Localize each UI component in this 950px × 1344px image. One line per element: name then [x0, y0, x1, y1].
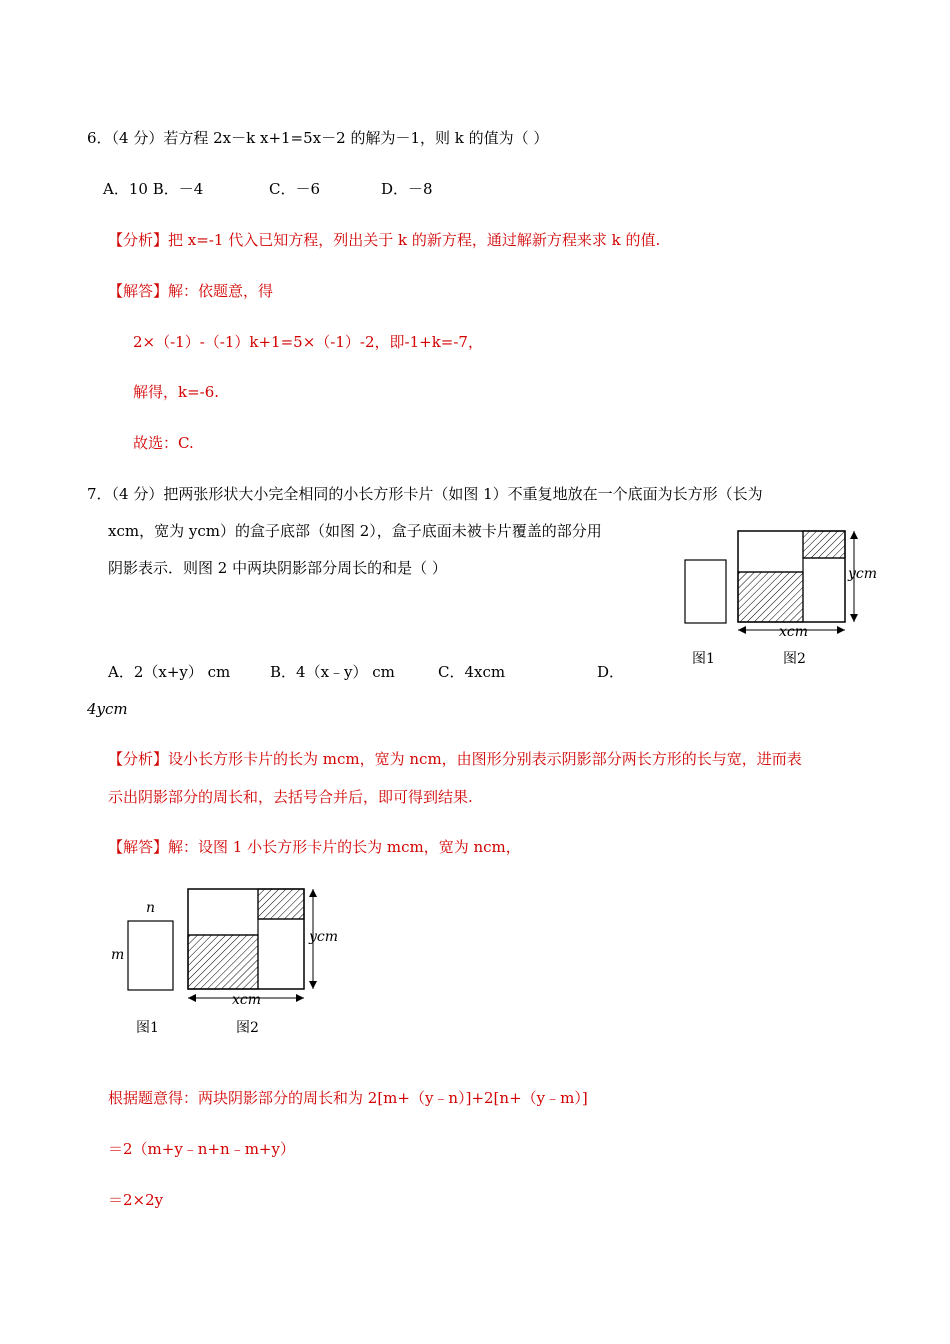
- q6-stem: 6．（4 分）若方程 2x－k x+1=5x－2 的解为－1，则 k 的值为（ ）: [87, 129, 549, 147]
- q6-answer-tag: 【解答】: [108, 282, 169, 300]
- q7-answer: [108, 837, 521, 857]
- q6-option-d: D．－8: [381, 180, 433, 198]
- fig-top-caption-2: 图2: [783, 651, 806, 667]
- q7-option-b: B．4（x﹣y） cm: [270, 663, 395, 681]
- fig-bottom-caption-2: 图2: [236, 1020, 259, 1036]
- q6-answer: [108, 281, 273, 301]
- q7-calc2: ＝2（m+y﹣n+n﹣m+y）: [108, 1140, 295, 1158]
- q7-analysis-line2: 示出阴影部分的周长和，去括号合并后，即可得到结果.: [108, 788, 473, 806]
- q7-figure-top: [680, 526, 880, 666]
- shade-bottom-left-bottom: [188, 935, 258, 989]
- q7-option-d-value: 4ycm: [87, 700, 128, 718]
- fig1-card-bottom: [128, 921, 173, 990]
- q6-analysis: [108, 230, 660, 250]
- q6-step1: 2×（-1）-（-1）k+1=5×（-1）-2，即-1+k=-7，: [133, 333, 483, 351]
- fig-bottom-card-height: m: [111, 947, 125, 963]
- fig-top-caption-1: 图1: [692, 651, 715, 667]
- q7-option-c: C．4xcm: [438, 663, 506, 681]
- q7-answer-intro: 解：设图 1 小长方形卡片的长为 mcm，宽为 ncm，: [168, 838, 521, 856]
- fig-bottom-width-label: xcm: [232, 992, 262, 1008]
- q7-stem-line1: 7．（4 分）把两张形状大小完全相同的小长方形卡片（如图 1）不重复地放在一个底面为长方形（长为: [87, 485, 763, 503]
- q7-option-a: A．2（x+y） cm: [108, 663, 231, 681]
- q6-analysis-text: 把 x=-1 代入已知方程，列出关于 k 的新方程，通过解新方程来求 k 的值.: [168, 231, 661, 249]
- fig-bottom-caption-1: 图1: [136, 1020, 159, 1036]
- q6-choice: 故选：C.: [133, 434, 194, 452]
- q6-answer-intro: 解：依题意，得: [168, 282, 274, 300]
- q7-analysis-line1: [108, 749, 802, 769]
- fig-top-width-label: xcm: [779, 624, 809, 640]
- q6-analysis-tag: 【分析】: [108, 231, 169, 249]
- shade-top-right: [803, 531, 845, 558]
- shade-bottom-left: [738, 572, 803, 622]
- shade-top-right-bottom: [258, 889, 304, 919]
- fig-bottom-height-label: ycm: [309, 929, 339, 945]
- q7-calc1: 根据题意得：两块阴影部分的周长和为 2[m+（y﹣n）]+2[n+（y﹣m）]: [108, 1089, 588, 1107]
- q7-stem-line2: xcm，宽为 ycm）的盒子底部（如图 2），盒子底面未被卡片覆盖的部分用: [108, 522, 602, 540]
- q6-step2: 解得，k=-6.: [133, 383, 220, 401]
- q7-answer-tag: 【解答】: [108, 838, 169, 856]
- q7-option-d: D．: [597, 663, 625, 681]
- q7-analysis-tag: 【分析】: [108, 750, 169, 768]
- q7-stem-line3: 阴影表示．则图 2 中两块阴影部分周长的和是（ ）: [108, 559, 447, 577]
- fig1-card: [685, 560, 726, 623]
- q6-option-a: A．10 B．－4: [103, 180, 204, 198]
- fig-top-height-label: ycm: [848, 566, 878, 582]
- q7-calc3: ＝2×2y: [108, 1191, 164, 1209]
- fig-bottom-card-width: n: [146, 900, 156, 916]
- q6-option-c: C．－6: [269, 180, 321, 198]
- q7-analysis-text: 设小长方形卡片的长为 mcm，宽为 ncm，由图形分别表示阴影部分两长方形的长与宽，进而表: [168, 750, 802, 768]
